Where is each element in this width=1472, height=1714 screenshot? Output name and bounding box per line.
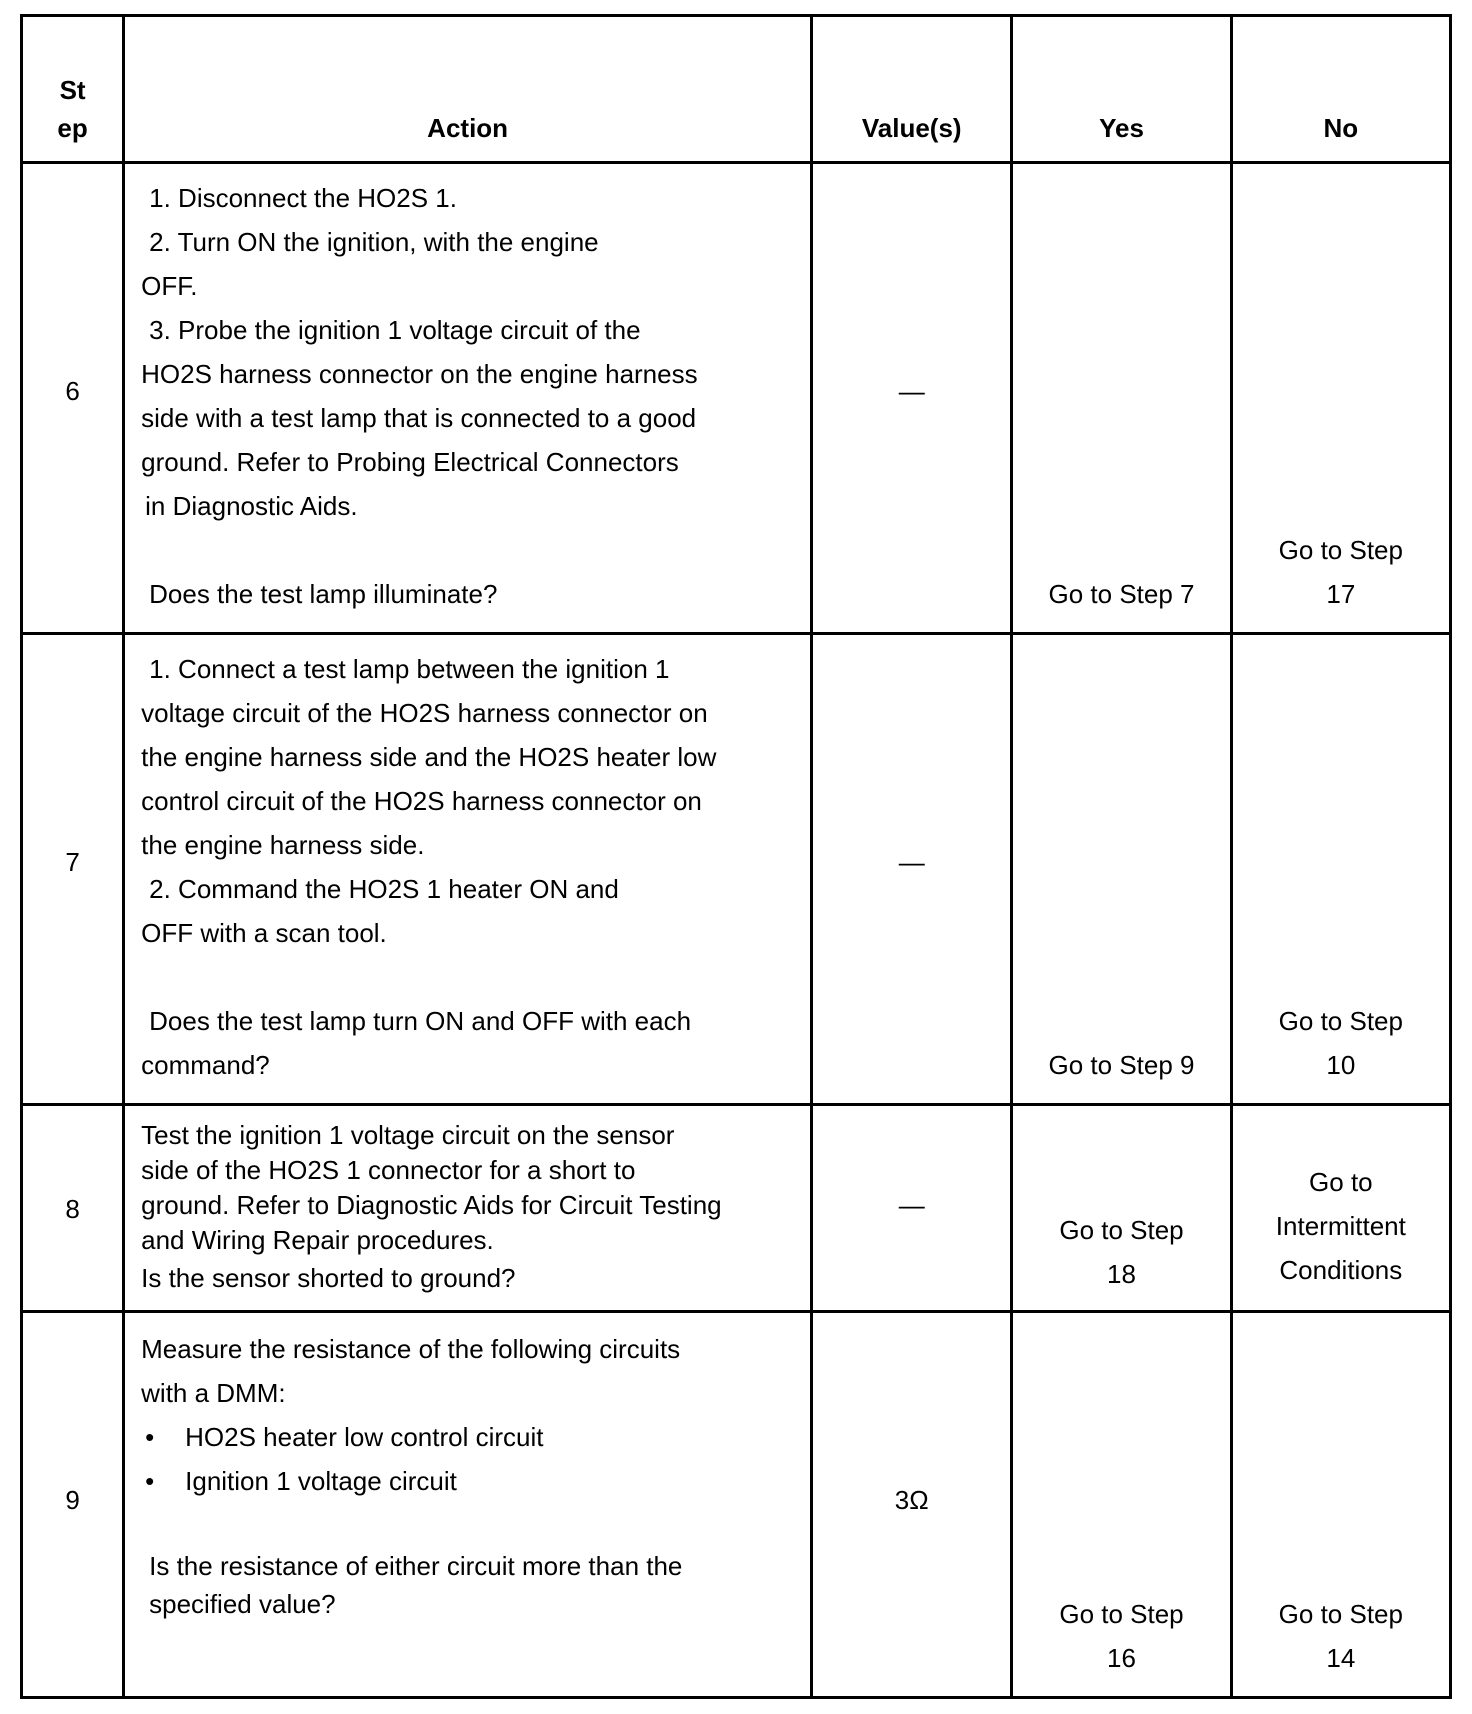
action-cell [124, 1312, 812, 1698]
step-number: 6 [65, 376, 80, 406]
step-cell [22, 163, 124, 634]
header-step-line2: ep [57, 113, 88, 143]
value-text: — [898, 847, 925, 877]
action-question: Is the resistance of either circuit more than the [149, 1551, 683, 1581]
step-cell [22, 1312, 124, 1698]
value-text: — [898, 1190, 925, 1220]
step-cell [22, 634, 124, 1105]
yes-text-line2: 18 [1107, 1259, 1136, 1289]
header-step-line1: St [59, 75, 86, 105]
yes-cell [1012, 1105, 1231, 1312]
action-line: side of the HO2S 1 connector for a short to [141, 1155, 636, 1185]
action-line: the engine harness side. [141, 830, 425, 860]
header-row [22, 16, 1451, 163]
no-text-line3: Conditions [1279, 1255, 1403, 1285]
bullet-dot: • [145, 1422, 155, 1452]
no-text-line2: 10 [1326, 1050, 1356, 1080]
no-cell [1231, 163, 1450, 634]
yes-text: Go to Step 7 [1048, 579, 1195, 609]
action-line: voltage circuit of the HO2S harness connector on [141, 698, 708, 728]
action-line: control circuit of the HO2S harness connector on [141, 786, 702, 816]
action-line: HO2S harness connector on the engine harness [141, 359, 698, 389]
action-line: 2. Command the HO2S 1 heater ON and [149, 874, 619, 904]
yes-cell [1012, 1312, 1231, 1698]
table-row [22, 1105, 1451, 1312]
no-cell [1231, 1105, 1450, 1312]
bullet-item [141, 1459, 802, 1503]
action-line: 1. Disconnect the HO2S 1. [149, 183, 457, 213]
bullet-item [141, 1415, 802, 1459]
value-text: — [898, 376, 925, 406]
action-line: in Diagnostic Aids. [145, 491, 358, 521]
no-text-line1: Go to Step [1278, 1599, 1403, 1629]
action-line: Test the ignition 1 voltage circuit on the sensor [141, 1120, 675, 1150]
step-number: 8 [65, 1194, 80, 1224]
action-question: Does the test lamp illuminate? [149, 579, 498, 609]
table-row [22, 163, 1451, 634]
yes-text-line1: Go to Step [1059, 1599, 1184, 1629]
no-text-line2: 14 [1326, 1643, 1356, 1673]
action-line: side with a test lamp that is connected to a good [141, 403, 697, 433]
action-question: Does the test lamp turn ON and OFF with each [149, 1006, 692, 1036]
no-text-line1: Go to Step [1278, 1006, 1403, 1036]
table-row [22, 1312, 1451, 1698]
yes-text-line1: Go to Step [1059, 1215, 1184, 1245]
no-text-line1: Go to [1309, 1167, 1373, 1197]
action-line: 1. Connect a test lamp between the ignition 1 [149, 654, 670, 684]
action-cell [124, 163, 812, 634]
action-question: specified value? [149, 1589, 336, 1619]
action-line: the engine harness side and the HO2S heater low [141, 742, 717, 772]
step-cell [22, 1105, 124, 1312]
header-yes: Yes [1012, 16, 1231, 163]
no-cell [1231, 634, 1450, 1105]
action-line: and Wiring Repair procedures. [141, 1225, 494, 1255]
action-line: 2. Turn ON the ignition, with the engine [149, 227, 599, 257]
header-step [22, 16, 124, 163]
step-number: 9 [65, 1485, 80, 1515]
action-question: Is the sensor shorted to ground? [141, 1263, 516, 1293]
action-cell [124, 1105, 812, 1312]
value-cell [812, 163, 1012, 634]
yes-cell [1012, 634, 1231, 1105]
no-text-line1: Go to Step [1278, 535, 1403, 565]
yes-text-line2: 16 [1107, 1643, 1136, 1673]
header-values: Value(s) [812, 16, 1012, 163]
action-cell [124, 634, 812, 1105]
no-cell [1231, 1312, 1450, 1698]
action-line: Measure the resistance of the following circuits [141, 1334, 681, 1364]
action-line: 3. Probe the ignition 1 voltage circuit of the [149, 315, 641, 345]
bullet-text: HO2S heater low control circuit [185, 1422, 544, 1452]
action-line: OFF with a scan tool. [141, 918, 387, 948]
no-text-line2: 17 [1326, 579, 1356, 609]
header-no: No [1231, 16, 1450, 163]
value-cell [812, 1312, 1012, 1698]
action-line: ground. Refer to Diagnostic Aids for Circuit Testing [141, 1190, 722, 1220]
no-text-line2: Intermittent [1275, 1211, 1406, 1241]
bullet-text: Ignition 1 voltage circuit [185, 1466, 457, 1496]
step-number: 7 [65, 847, 80, 877]
table-row [22, 634, 1451, 1105]
header-action: Action [124, 16, 812, 163]
action-line: OFF. [141, 271, 198, 301]
action-line: ground. Refer to Probing Electrical Connectors [141, 447, 679, 477]
action-question: command? [141, 1050, 270, 1080]
value-cell [812, 1105, 1012, 1312]
bullet-dot: • [145, 1466, 155, 1496]
yes-cell [1012, 163, 1231, 634]
action-line: with a DMM: [141, 1378, 286, 1408]
yes-text: Go to Step 9 [1048, 1050, 1195, 1080]
diagnostic-table [20, 14, 1452, 1699]
value-text: 3Ω [894, 1485, 929, 1515]
value-cell [812, 634, 1012, 1105]
